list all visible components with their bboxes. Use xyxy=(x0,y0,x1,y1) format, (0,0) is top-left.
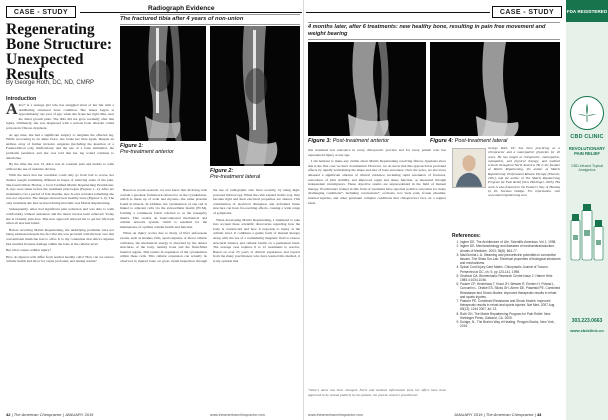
article-column-1 xyxy=(6,103,114,409)
author-bio: George Roth, DC has been practicing as a chiropractor and a naturopathic physician for 40 years. He has taught at chiropractic, naturopathic, osteopathic, and physical therapy, and medical schools throughout North America. He is the founder of Matrix Repatterning, the author of Matrix Repatterning: Professional Release Therapy (Elsevier, 1991), and the author of The Matrix Repatterning Program for Pain Relief (New Harbinger, 2005). His work is also featured in the Painter's Way of Healing by Dr. Norman Doidge. For information, visit www.matrixrepatterning.com. xyxy=(488,146,560,198)
left-footer: 42 | The American Chiropractor | JANUARY 2019 xyxy=(6,412,94,417)
ad-brand-name: CBD CLINIC xyxy=(570,134,604,140)
body-paragraph: When developing Matrix Repatterning, I attempted to take into account these scientific discoveries regarding how the body is constructed and how it responds to injury at the cellular level. It combines a gentle form of manual therapy along with the use of a normalizing magnetic field to restore structural balance and cellular health on a permanent basis. The average case requires 6 to 12 treatments to resolve. Based on over 25 years of clinical experience and reports from the many practitioners who have learned this method, it is my opinion that xyxy=(213,217,300,263)
figure-3-xray xyxy=(308,42,426,136)
drop-cap: A xyxy=(6,103,18,118)
body-paragraph: Subsequently, Alice had significant pain reduction and was able to walk comfortably without assistance and the metal rod has been removed. Today she is virtually pain-free. This new approach allowed her to get her life back when all else had failed. xyxy=(6,207,114,226)
ad-tagline: REVOLUTIONARY PAIN RELIEF xyxy=(568,146,606,156)
figure-1-caption: Figure 1: Pre-treatment anterior xyxy=(120,143,174,155)
right-footer: JANUARY 2019 | The American Chiropractor | 43 xyxy=(454,412,542,417)
footnote: *Alice's name has been changed. Facts and medical information from her office have been approved to be shared publicly by the patient, her parent, and her practitioner. xyxy=(308,388,446,397)
ad-website-link[interactable]: www.cbdclinic.co xyxy=(570,328,604,333)
introduction-heading: Introduction xyxy=(6,96,37,102)
reference-item: 6. Pauker CP, Heninhaus T, Kraut JH, Weaver R, Emden H, Poland L. Curcumin L. Ortake ES, Sticks GH, Ahren DE, Piasetski PE. Combined Resistance and Shock Modes: improved therapeutic results in rehab and sports injuries. xyxy=(460,282,562,299)
figure-3-4-caption: 4 months later, after 6 treatments: new healthy bone, resulting in pain free movement and weight bearing xyxy=(308,22,560,40)
ad-product-image xyxy=(569,190,605,270)
header-rule xyxy=(80,12,302,13)
body-question: How do injured cells differ from normal healthy cells? How can we restore cellular health and allow for rapid, profound, and lasting results? xyxy=(6,254,114,264)
body-question: But what causes cellular injury? xyxy=(6,248,51,253)
figure-4-caption: Figure 4: Post-treatment lateral xyxy=(430,138,508,144)
figure-4-xray xyxy=(430,42,560,136)
fda-registered-banner: FDA REGISTERED xyxy=(566,0,608,22)
reference-item: 3. MacGuinha L.A. Steaming and piezoelectric potentials in connective tissues. The Shaw Sur-Lab. Electrical properties of biological structures and mechanisms. xyxy=(460,253,562,266)
reference-item: 1. Ingber DE. The Architecture of Life. Scientific American. Vol 1, 1998. xyxy=(460,240,562,244)
article-byline: By George Roth, DC, ND, CMRP xyxy=(6,80,95,86)
product-bottles-icon xyxy=(569,190,605,270)
right-page xyxy=(304,0,608,420)
tibia-anterior-pre-image xyxy=(120,26,206,141)
radiograph-heading: Radiograph Evidence xyxy=(148,5,215,12)
reference-item: 8. Roth GH. The Matrix Repatterning Program for Pain Relief. New Harbinger Press, Oakland, CA. 2005. xyxy=(460,312,562,320)
references-list xyxy=(452,240,562,328)
reference-item: 9. Doidge, N., The Brain's Way of Healing, Penguin Books, New York, 2016. xyxy=(460,320,562,328)
body-paragraph: Based on recent research, we now know that all living cells contain a geodesic framework referred to as the cytoskeleton, which is made up of actin and myosin—the same proteins found in muscle. In addition, the cytoskeleton of one cell is linked to adjacent cells via the extracellular matrix (ECM), forming a continuous fabric referred to as the tensegrity matrix. This creates an interconnected mechanical and cellular network system, which is essential for the maintenance of optimal cellular health and function. xyxy=(120,188,207,229)
author-photo xyxy=(452,148,486,188)
reference-item: 2. Ingber DE. Mechanobiology and diseases of mechanotransduction. Annals of Medicine. 2003; 35(8): 564-77. xyxy=(460,244,562,252)
left-footer-url[interactable]: www.theamericanchiropractor.com xyxy=(210,413,265,417)
references xyxy=(452,234,562,328)
body-paragraph: Before receiving Matrix Repatterning, the underlying problems were not being addressed despite the fact that she was provided with the best care that conventional medicine had to offer. It is my contention that Alice's injuries had resulted in tissue damage within the bone at the cellular level. xyxy=(6,227,114,246)
ad-subtagline: CBD-Infused Topical Analgesics xyxy=(571,164,603,173)
body-paragraph: By the time she was 13, Alice was in constant pain and unable to walk without the use of assistive devices. xyxy=(6,162,114,171)
ad-phone-number[interactable]: 303.223.0663 xyxy=(571,318,603,324)
case-study-tag: CASE - STUDY xyxy=(492,6,562,18)
body-paragraph: With the news that her condition could only go from bad to worse, her mother sought something different in hopes of relieving some of the pain. She found Oliver Horton, a local Certified Matrix Repatterning Practitioner. X-rays were taken before the treatment plan began (Figures 1, 2). After six treatments over a period of four months, new X-rays revealed something she was not expected. The images showed new healthy bone (Figures 3, 4). The only treatment she had received during that time was Matrix Repatterning. xyxy=(6,173,114,205)
article-column-2 xyxy=(120,188,300,410)
right-article-column xyxy=(308,148,446,388)
tibia-anterior-post-image xyxy=(308,42,426,136)
figure-2-xray xyxy=(210,26,300,166)
references-heading: References: xyxy=(452,233,481,239)
header-rule xyxy=(306,12,490,13)
body-paragraph: At age nine, she had a significant surgery to lengthen the affected leg. While recovering in an ankle brace, she broke her tibia again. Despite an endless array of further invasive surgeries (including the insertion of a Fassier-Duval rod), medications; and the use of a bone stimulator, the problems persisted, and she was told that her leg would continue to deteriorate. xyxy=(6,132,114,160)
tibia-lateral-post-image xyxy=(430,42,560,136)
cannabis-leaf-icon xyxy=(575,101,599,125)
body-paragraph: I am hesitant to make any claims about Matrix Repatterning resolving fibrous dysplasia since this is the first case we have documented. However, we do know that this approach has profound effects by rapidly normalizing the shape and size of bone structures. Over the years, we also have amassed a significant amount of clinical evidence, including rapid resolution of fractures, restoration of joint stability, and improved organ and tissue function, as measured through independent investigators. These objective results are unprecedented in the field of manual therapy. Practitioners trained in this form of treatment have reported positive outcomes for many challenging conditions*, including concussions*, scoliosis, low back pain, frozen shoulder, internal injuries, and other persistent complex conditions that chiropractors face on a regular basis. xyxy=(308,159,446,205)
body-paragraph: When an injury occurs due to many of life's unforeseen events, such as sitzmus, falls, sports injuries, or motor vehicle collisions, the mechanical energy is absorbed by the denser structures of the body, namely bone and the fluid-filled internal organs. This results in expansion of the cytoskeleton within these cells. This cellular expansion can actually be observed in injured bone on gross visual inspection through the use of radiographs and, most recently, by using high-powered microscopy. When the cells expand in this way, they become rigid and their electrical properties are altered. This combination of electrical disruption and deformed tissue structure can have far-reaching effects, causing a wide range of symptoms. xyxy=(120,188,300,263)
figure-3-caption: Figure 3: Post-treatment anterior xyxy=(308,138,390,144)
lead-paragraph: Alice* is a teenage girl who has struggled most of her life with a debilitating structural bone condition. Her issues began at approximately one year of age, when she broke her right tibia, near the distal growth plate. The tibia did not grow normally after that injury. Ultimately, she was diagnosed with a serious bone disorder called polyostotic fibrous dysplasia. xyxy=(6,103,114,130)
case-study-tag: CASE - STUDY xyxy=(6,6,76,18)
figure-1-2-caption: The fractured tibia after 4 years of non-union xyxy=(120,14,300,25)
author-portrait-icon xyxy=(453,149,485,187)
figure-1-xray xyxy=(120,26,206,141)
body-paragraph: this treatment has relevance in every chiropractic practice and for every patient who has experienced injury at any age. xyxy=(308,148,446,157)
reference-item: 4. Spinal Cord Injury Care Matrix. Chiropractic Journal of Tucson. Presented at DC, ch. 9, pp 123-141, 1998. xyxy=(460,265,562,273)
tibia-lateral-pre-image xyxy=(210,26,300,166)
reference-item: 5. Ghafouri DA. Biomechanic Research Centre Issue 2. Hamer Hetz 1985.4:1034-1046. xyxy=(460,274,562,282)
right-footer-url[interactable]: www.theamericanchiropractor.com xyxy=(308,413,363,417)
cbd-clinic-ad[interactable] xyxy=(566,0,608,420)
reference-item: 7. Pastore PE. Combined Resistance and Shock Modes: improved therapeutic results in rehab and sports injuries. Nat Med. 2007 Aug 69(12): 1244 2007 Jul; 13. xyxy=(460,299,562,312)
article-title: Regenerating Bone Structure: Unexpected Results xyxy=(6,21,113,83)
cbd-leaf-logo xyxy=(570,96,604,130)
figure-2-caption: Figure 2: Pre-treatment lateral xyxy=(210,168,261,180)
